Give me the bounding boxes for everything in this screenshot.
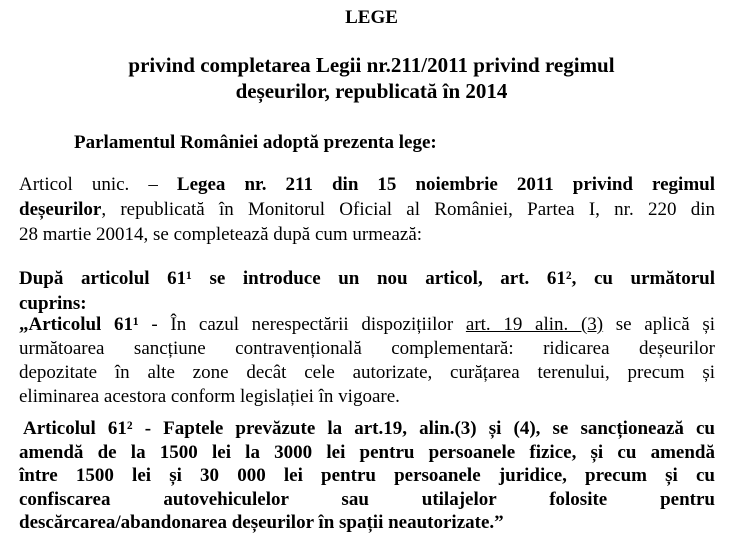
law-title	[60, 52, 683, 104]
article-unic-line-2	[19, 197, 715, 222]
article-unic-prefix: Articol unic. –	[19, 174, 177, 195]
article-unic-publication: , republicată în Monitorul Oficial al României, Partea I, nr. 220 din	[101, 199, 715, 220]
article-61-2-paragraph	[19, 417, 715, 535]
law-title-line-2: deșeurilor, republicată în 2014	[235, 79, 508, 103]
article-61-1-line-1	[19, 313, 715, 337]
article-unic-law-subject: deșeurilor	[19, 199, 102, 220]
introduce-line-2: cuprins:	[19, 293, 87, 314]
introduce-line-1: După articolul 61¹ se introduce un nou articol, art. 61², cu următorul	[19, 268, 715, 289]
article-61-2-line-1: Articolul 61² - Faptele prevăzute la art.19, alin.(3) și (4), se sancționează cu	[23, 418, 715, 439]
article-61-1-lead: „Articolul 61¹	[19, 314, 139, 335]
document-type-heading: LEGE	[345, 7, 398, 28]
article-61-1-line-2: următoarea sancțiune contravențională complementară: ridicarea deșeurilor	[19, 338, 715, 359]
article-61-2-line-3: între 1500 lei și 30 000 lei pentru persoanele juridice, precum și cu	[19, 465, 715, 486]
article-61-1-paragraph	[19, 313, 715, 409]
article-unic-law-reference: Legea nr. 211 din 15 noiembrie 2011 privind regimul	[176, 174, 715, 195]
preamble: Parlamentul României adoptă prezenta lege:	[74, 132, 437, 153]
article-unic-line-1	[19, 172, 715, 197]
law-title-line-1: privind completarea Legii nr.211/2011 privind regimul	[128, 53, 615, 77]
article-61-2-line-2: amendă de la 1500 lei la 3000 lei pentru persoanele fizice, și cu amendă	[19, 441, 715, 463]
introduce-paragraph	[19, 266, 715, 316]
article-61-1-line-4: eliminarea acestora conform legislației în vigoare.	[19, 386, 400, 407]
article-unic-line-3: 28 martie 20014, se completează după cum urmează:	[19, 224, 423, 245]
article-61-1-text: - În cazul nerespectării dispozițiilor	[138, 314, 466, 335]
article-unic-paragraph	[19, 172, 715, 247]
article-61-2-line-5: descărcarea/abandonarea deșeurilor în spații neautorizate.”	[19, 512, 504, 533]
article-61-1-line-3: depozitate în alte zone decât cele autorizate, curățarea terenului, precum și	[19, 362, 715, 383]
article-61-1-tail: se aplică și	[603, 314, 716, 335]
article-61-2-line-4: confiscarea autovehiculelor sau utilajelor folosite pentru	[19, 488, 715, 510]
article-19-reference-link: art. 19 alin. (3)	[465, 314, 604, 335]
